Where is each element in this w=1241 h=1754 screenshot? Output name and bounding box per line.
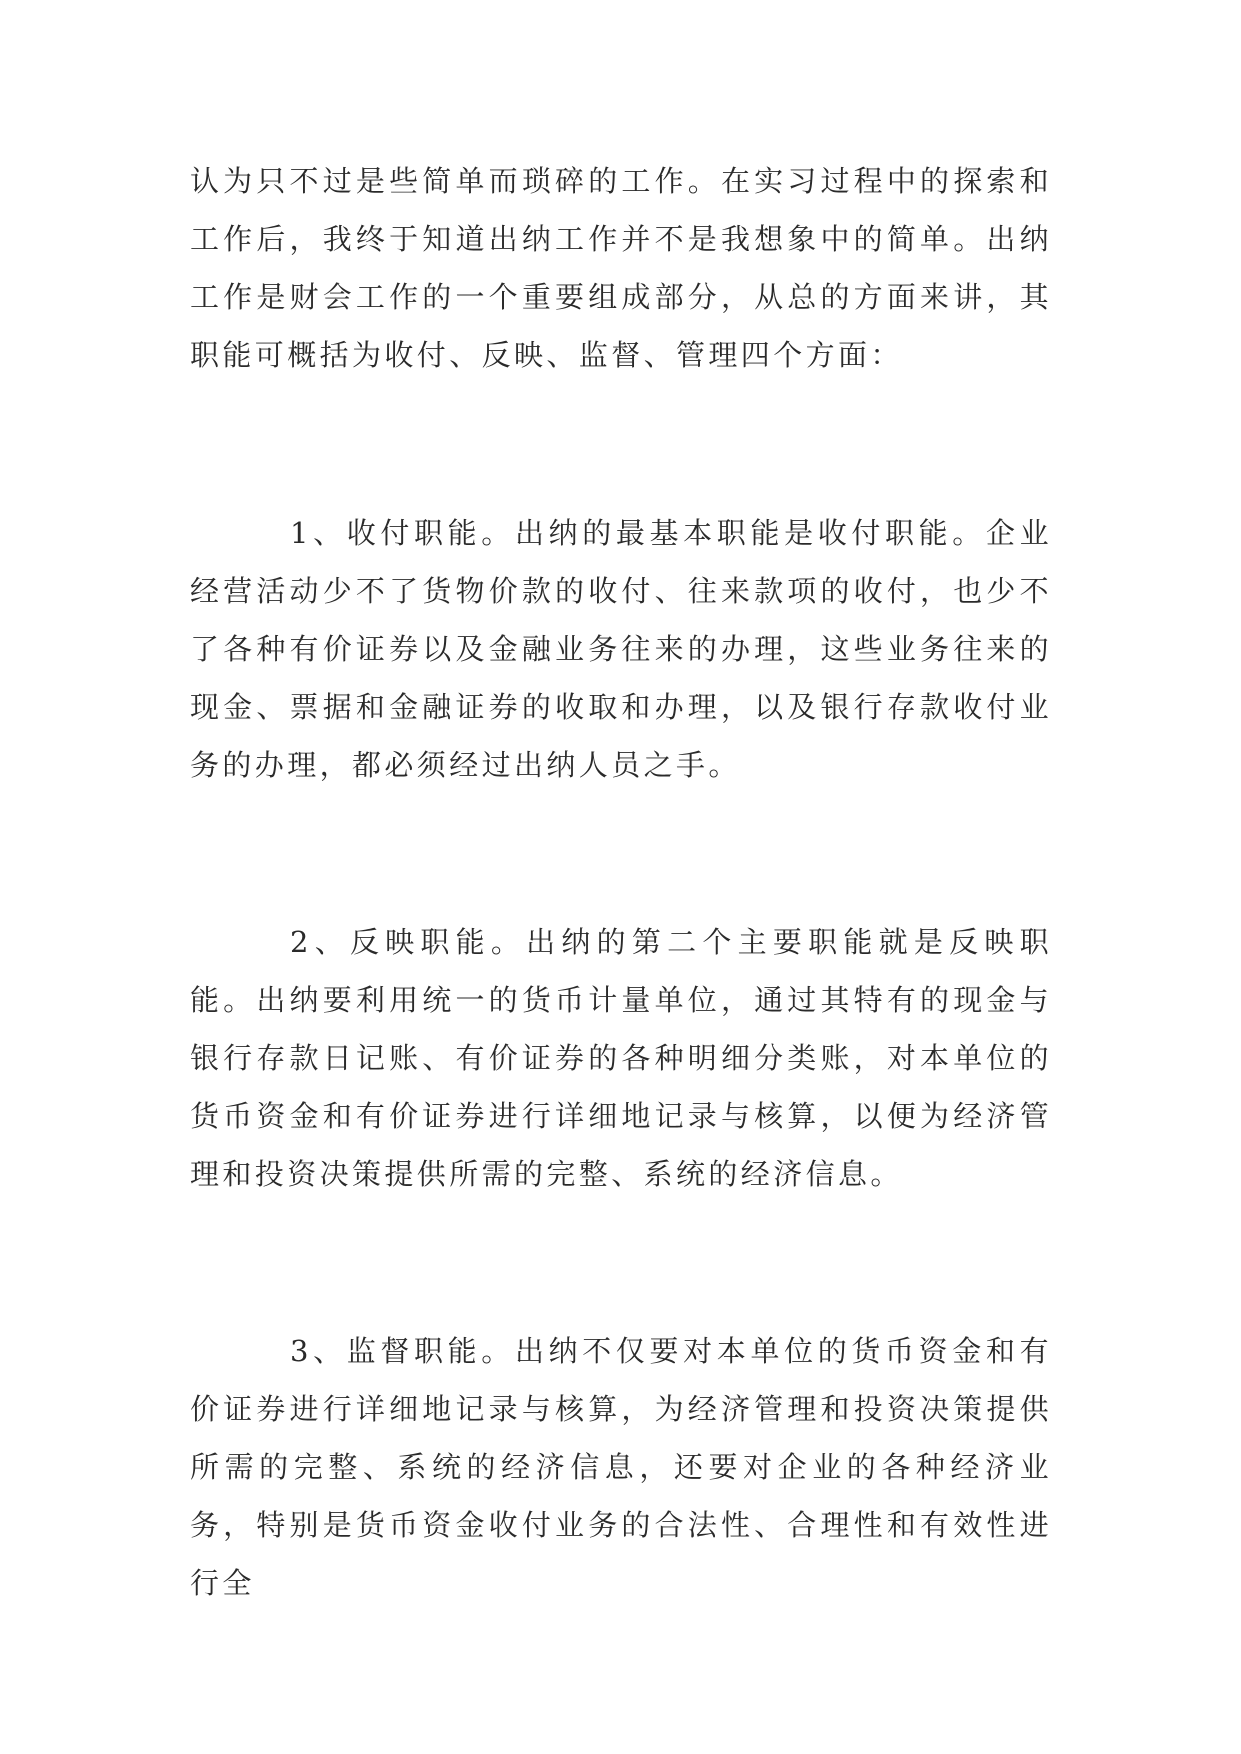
paragraph-reflection-function: 2、反映职能。出纳的第二个主要职能就是反映职能。出纳要利用统一的货币计量单位，通过其特有的现金与银行存款日记账、有价证券的各种明细分类账，对本单位的货币资金和有价证券进行详细地记录与核算，以便为经济管理和投资决策提供所需的完整、系统的经济信息。 xyxy=(190,925,1052,1191)
paragraph-intro: 认为只不过是些简单而琐碎的工作。在实习过程中的探索和工作后，我终于知道出纳工作并不是我想象中的简单。出纳工作是财会工作的一个重要组成部分，从总的方面来讲，其职能可概括为收付、反映、监督、管理四个方面： xyxy=(190,164,1052,372)
paragraph-receipt-payment-function: 1、收付职能。出纳的最基本职能是收付职能。企业经营活动少不了货物价款的收付、往来款项的收付，也少不了各种有价证券以及金融业务往来的办理，这些业务往来的现金、票据和金融证券的收取和办理，以及银行存款收付业务的办理，都必须经过出纳人员之手。 xyxy=(190,516,1052,782)
paragraph-supervision-function: 3、监督职能。出纳不仅要对本单位的货币资金和有价证券进行详细地记录与核算，为经济管理和投资决策提供所需的完整、系统的经济信息，还要对企业的各种经济业务，特别是货币资金收付业务的合法性、合理性和有效性进行全 xyxy=(190,1334,1052,1600)
